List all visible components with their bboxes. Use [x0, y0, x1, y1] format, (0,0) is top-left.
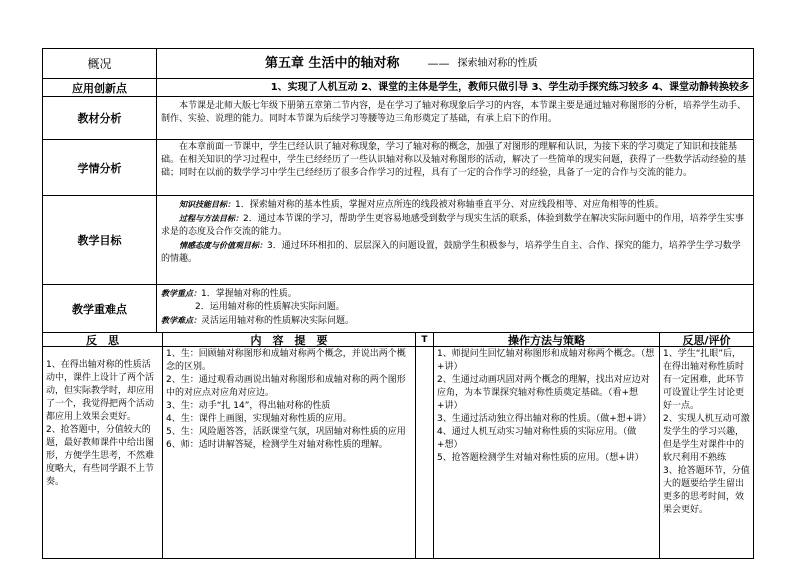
difficulty-1: 灵活运用轴对称的性质解决实际问题。 — [201, 316, 355, 326]
t-cell — [416, 347, 434, 558]
students-row — [43, 140, 753, 196]
goal3-tag: 情感态度与价值观目标： — [179, 241, 267, 250]
focus-1: 1．掌握轴对称的性质。 — [201, 289, 297, 299]
overview-label: 概况 — [43, 49, 157, 78]
students-label: 学情分析 — [43, 140, 157, 195]
innovation-text: 1、实现了人机互动 2、课堂的主体是学生，教师只做引导 3、学生动手探究练习较多 4、课堂动静转换较多 — [270, 82, 749, 93]
focus-2: 2．运用轴对称的性质解决实际问题。 — [195, 302, 345, 312]
material-row — [43, 97, 753, 140]
header-row — [43, 49, 753, 79]
col-content-header: 内 容 提 要 — [163, 333, 416, 346]
lesson-subtitle: 探索轴对称的性质 — [457, 58, 538, 69]
chapter-title-cell — [157, 49, 753, 78]
goal1-text: 1．探索轴对称的基本性质，掌握对应点所连的线段被对称轴垂直平分、对应线段相等、对应角相等的性质。 — [235, 200, 664, 210]
innovation-label: 应用创新点 — [43, 79, 157, 96]
goal2-tag: 过程与方法目标： — [179, 214, 243, 223]
lesson-plan-table — [42, 48, 754, 559]
difficulty-tag: 教学难点： — [161, 316, 201, 325]
goal1-tag: 知识技能目标： — [179, 200, 235, 209]
content-cell: 1、生：回顾轴对称图形和成轴对称两个概念，并说出两个概念的区别。 2、生：通过观看动画说出轴对称图形和成轴对称的两个图形中的对应点对应角对应边。 3、生：动手“扎 14”，得出轴对称的性质 4、生：课件上画图，实现轴对称性质的应用。 5、生：风险题答答，活跃课堂气氛，巩固轴对称性质的应用 6、师：适时讲解答疑，检测学生对轴对称性质的理解。 — [163, 347, 416, 558]
goal2-text: 2．通过本节课的学习，帮助学生更容易地感受到数学与现实生活的联系，体验到数学在解决实际问题中的作用，培养学生实事求是的态度及合作交流的能力。 — [161, 214, 744, 237]
goal3-text: 3．通过环环相扣的、层层深入的问题设置，鼓励学生积极参与，培养学生自主、合作、探究的能力，培养学生学习数学的情趣。 — [161, 241, 741, 264]
material-label: 教材分析 — [43, 97, 157, 139]
review-cell: 1、学生“扎眼”后，在得出轴对称性质时有一定困难，此环节可设置让学生讨论更好一点。 2、实现人机互动可激发学生的学习兴趣，但是学生对课件中的软尺利用不熟练 3、抢答题环节，分值大的题要给学生留出更多的思考时间，效果会更好。 — [663, 349, 750, 515]
goals-label: 教学目标 — [43, 196, 157, 284]
body-row — [43, 347, 753, 558]
reflect-cell: 1、在得出轴对称的性质活动中，课件上设计了两个活动，但实际教学时，却应用了一个，我觉得把两个活动都应用上效果会更好。 2、抢答题中，分值较大的题，最好教师课件中给出图形，方便学生思考，不然难度略大，有些同学跟不上节奏。 — [43, 347, 163, 558]
goals-row — [43, 196, 753, 285]
keypoints-row — [43, 285, 753, 333]
col-review-header: 反思/评价 — [682, 334, 731, 347]
focus-tag: 教学重点： — [161, 289, 201, 298]
goals-content — [157, 196, 753, 284]
innovation-row — [43, 79, 753, 97]
col-t-header: T — [416, 333, 434, 346]
students-text: 在本章前面一节课中，学生已经认识了轴对称现象，学习了轴对称的概念，加强了对图形的理解和认识，为接下来的学习奠定了知识和技能基础。在相关知识的学习过程中，学生已经经历了一些认识轴对称以及轴对称图形的活动，解决了一些简单的现实问题，获得了一些数学活动经验的基础；同时在以前的数学学习中学生已经经历了很多合作学习的过程，具有了一定的合作学习的经验，具备了一定的合作与交流的能力。 — [161, 142, 747, 178]
chapter-title: 第五章 生活中的轴对称 — [265, 56, 400, 71]
material-text: 本节课是北师大版七年级下册第五章第二节内容，是在学习了轴对称现象后学习的内容，本节课主要是通过轴对称图形的分析，培养学生动手、制作、实验、说理的能力。同时本节课为后续学习等腰等边三角形奠定了基础，有承上启下的作用。 — [161, 101, 747, 124]
keypoints-label: 教学重难点 — [43, 285, 157, 332]
keypoints-content — [157, 285, 753, 332]
col-method-header: 操作方法与策略 — [434, 333, 660, 346]
columns-header-row — [43, 333, 753, 347]
title-dash: —— — [427, 57, 450, 70]
method-cell: 1、师提问生回忆轴对称图形和成轴对称两个概念。（想+讲） 2、生通过动画巩固对两个概念的理解，找出对应边对应角，为本节课探究轴对称性质奠定基础。（看+想+讲） 3、生通过活动独立得出轴对称的性质。（做+想+讲） 4、通过人机互动实习轴对称性质的实际应用。（做+想） 5、抢答题检测学生对轴对称性质的应用。（想+讲） — [434, 347, 660, 558]
col-reflect-header: 反 思 — [43, 333, 163, 346]
